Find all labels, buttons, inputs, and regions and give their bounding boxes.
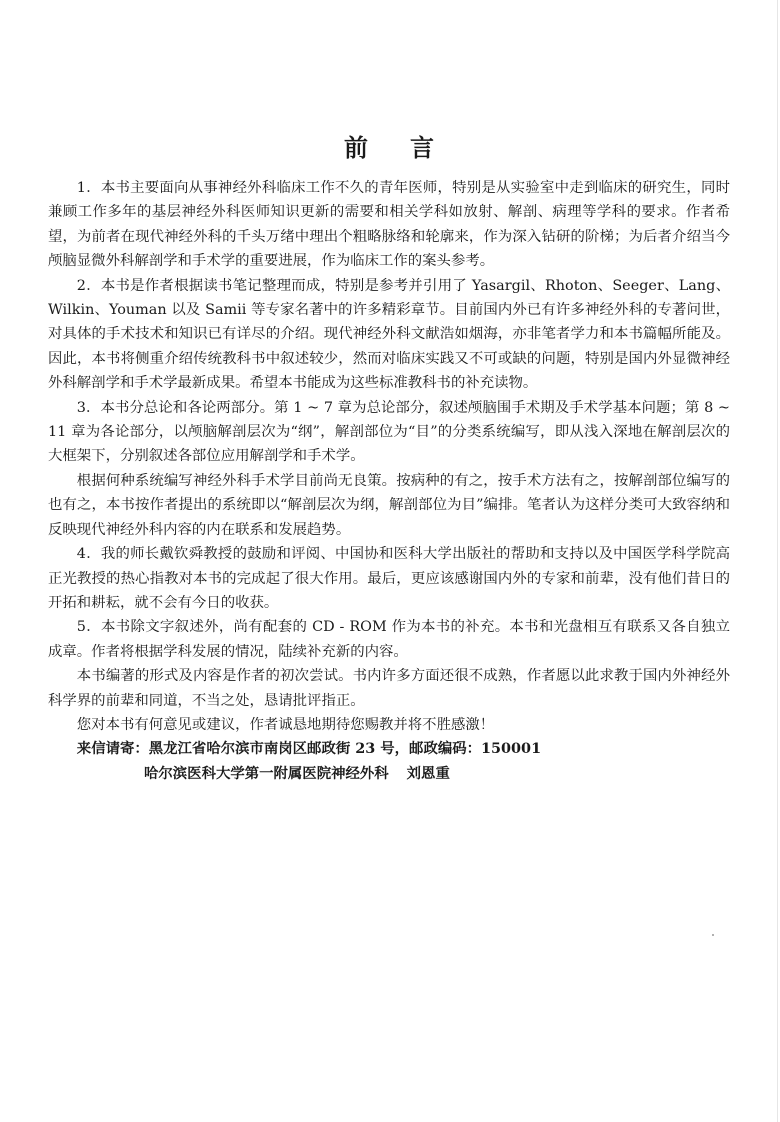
signature-author: 刘恩重 [406,764,450,782]
paragraph-8: 您对本书有何意见或建议，作者诚恳地期待您赐教并将不胜感激！ [76,716,495,733]
paragraph-2: 2．本书是作者根据读书笔记整理而成，特别是参考并引用了 Yasargil、Rhoton、Seeger、Lang、Wilkin、Youman 以及 Samii 等专家名著中的许多精彩章节。目前国内外已有许多神经外科的专著问世，对具体的手术技术和知识已有详尽的介绍。现代神经外科文献浩如烟海，亦非笔者学力和本书篇幅所能及。因此，本书将侧重介绍传统教科书中叙述较少，然而对临床实践又不可或缺的问题，特别是国内外显微神经外科解剖学和手术学最新成果。希望本书能成为这些标准教科书的补充读物。 [48,277,730,392]
signature [48,762,730,786]
paragraph-5: 4．我的师长戴钦舜教授的鼓励和评阅、中国协和医科大学出版社的帮助和支持以及中国医学科学院高正光教授的热心指教对本书的完成起了很大作用。最后，更应该感谢国内外的专家和前辈，没有他们昔日的开拓和耕耘，就不会有今日的收获。 [48,546,730,611]
preface-body [48,176,730,786]
paragraph-3: 3．本书分总论和各论两部分。第 1 ~ 7 章为总论部分，叙述颅脑围手术期及手术学基本问题；第 8 ~ 11 章为各论部分，以颅脑解剖层次为“纲”，解剖部位为“目”的分类系统编写，即从浅入深地在解剖层次的大框架下，分别叙述各部位应用解剖学和手术学。 [48,399,730,465]
title-char-1: 前 [344,133,370,162]
contact-address: 来信请寄：黑龙江省哈尔滨市南岗区邮政街 23 号，邮政编码：150001 [76,740,542,758]
scan-speck [712,934,714,936]
paragraph-6: 5．本书除文字叙述外，尚有配套的 CD - ROM 作为本书的补充。本书和光盘相互有联系又各自独立成章。作者将根据学科发展的情况，陆续补充新的内容。 [48,619,730,660]
title-char-2: 言 [410,133,436,162]
paragraph-4: 根据何种系统编写神经外科手术学目前尚无良策。按病种的有之，按手术方法有之，按解剖部位编写的也有之，本书按作者提出的系统即以“解剖层次为纲，解剖部位为目”编排。笔者认为这样分类可大致容纳和反映现代神经外科内容的内在联系和发展趋势。 [48,472,730,538]
paragraph-7: 本书编著的形式及内容是作者的初次尝试。书内许多方面还很不成熟，作者愿以此求教于国内外神经外科学界的前辈和同道，不当之处，恳请批评指正。 [48,668,730,709]
page-title [0,128,780,163]
signature-affiliation: 哈尔滨医科大学第一附属医院神经外科 [144,764,389,782]
scan-edge [777,0,778,1122]
paragraph-1: 1．本书主要面向从事神经外科临床工作不久的青年医师，特别是从实验室中走到临床的研究生，同时兼顾工作多年的基层神经外科医师知识更新的需要和相关学科如放射、解剖、病理等学科的要求。作者希望，为前者在现代神经外科的千头万绪中理出个粗略脉络和轮廓来，作为深入钻研的阶梯；为后者介绍当今颅脑显微外科解剖学和手术学的重要进展，作为临床工作的案头参考。 [48,180,730,270]
